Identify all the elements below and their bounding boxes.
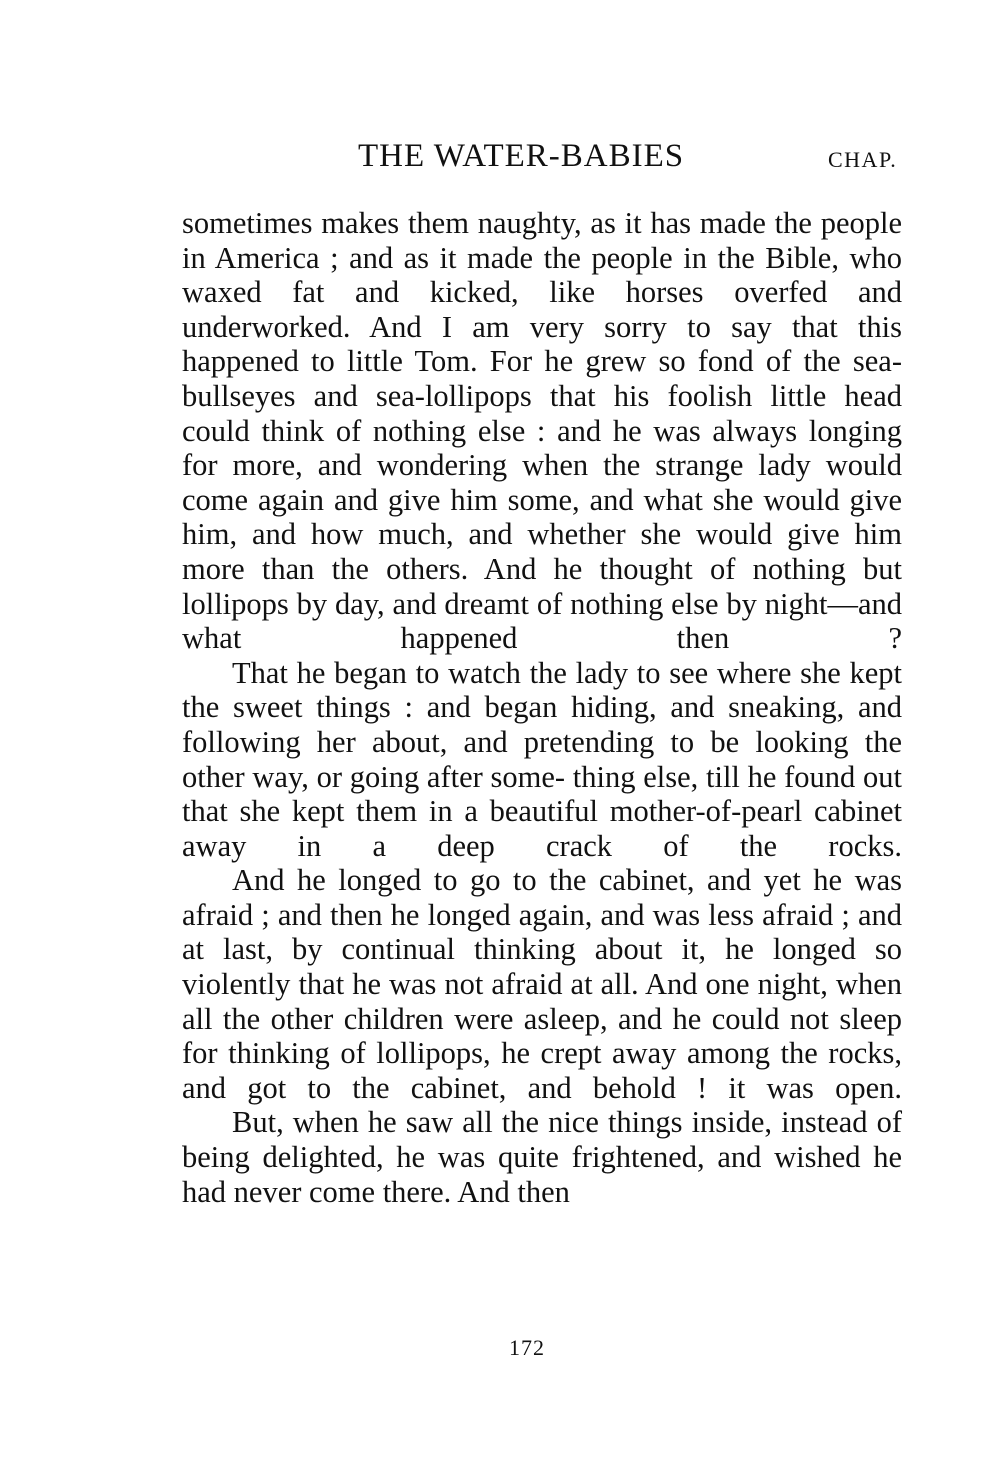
text-line: sneaking, and following her about, and pretending — [182, 690, 902, 759]
paragraph-4 — [182, 1105, 902, 1209]
text-line: lollipops, he crept away among the rocks, and got — [182, 1036, 902, 1105]
paragraph-2 — [182, 656, 902, 864]
text-line: again and give him some, and what she would — [257, 482, 840, 517]
text-line: the people in America ; and as it made the people — [182, 206, 903, 275]
text-line: to be looking the other way, or going after some- — [182, 724, 902, 794]
text-line: he longed so violently that he was not afraid at — [182, 932, 902, 1002]
text-line: afraid ; and at last, by continual thinking about it, — [182, 897, 903, 967]
text-line: thing else, till he found out that she kept them in — [182, 759, 903, 829]
text-line: But, when he saw all the nice things inside, — [232, 1105, 773, 1140]
chapter-mark: CHAP. — [828, 147, 898, 172]
text-line: was afraid ; and then he longed again, and was less — [182, 863, 902, 932]
paragraph-3 — [182, 863, 902, 1105]
text-line: sometimes makes them naughty, as it has made — [182, 206, 766, 240]
text-line: crack of the rocks. — [546, 828, 902, 863]
text-line: that his foolish little head could think of nothing — [182, 378, 902, 448]
text-line: grew so fond of the sea-bullseyes and sea-lollipops — [182, 344, 903, 413]
text-line: nothing else by night—and what happened then ? — [182, 586, 902, 656]
text-line: wondering when the strange lady would come — [182, 448, 902, 517]
text-line: instead of being delighted, he was quite frightened, — [182, 1105, 902, 1175]
text-line: else : and he was always longing for more, and — [182, 413, 902, 483]
paragraph-1 — [182, 206, 902, 656]
text-line: And he longed to go to the cabinet, and yet he — [232, 863, 843, 898]
text-line: That he began to watch the lady to see where — [232, 655, 792, 690]
body-text — [182, 206, 902, 1209]
text-line: to say that this happened to little Tom. For he — [182, 309, 903, 379]
text-line: and wished he had never come there. And then — [182, 1140, 903, 1209]
text-line: overfed and underworked. And I am very sorry — [182, 275, 902, 344]
text-line: all. And one night, when all the other children — [182, 967, 902, 1036]
text-line: in the Bible, who waxed fat and kicked, like horses — [182, 240, 902, 310]
text-line: to the cabinet, and behold ! it was open. — [307, 1070, 903, 1105]
running-title: THE WATER-BABIES — [358, 138, 685, 174]
text-line: give him, and how much, and whether she would — [182, 482, 903, 552]
text-line: of nothing but lollipops by day, and dreamt of — [182, 551, 902, 621]
text-line: were asleep, and he could not sleep for thinking of — [182, 1001, 903, 1071]
page-number: 172 — [509, 1335, 545, 1360]
text-line: a beautiful mother-of-pearl cabinet away in a deep — [182, 794, 902, 863]
text-line: give him more than the others. And he thought — [182, 517, 903, 586]
text-line: she kept the sweet things : and began hiding, and — [182, 655, 903, 725]
